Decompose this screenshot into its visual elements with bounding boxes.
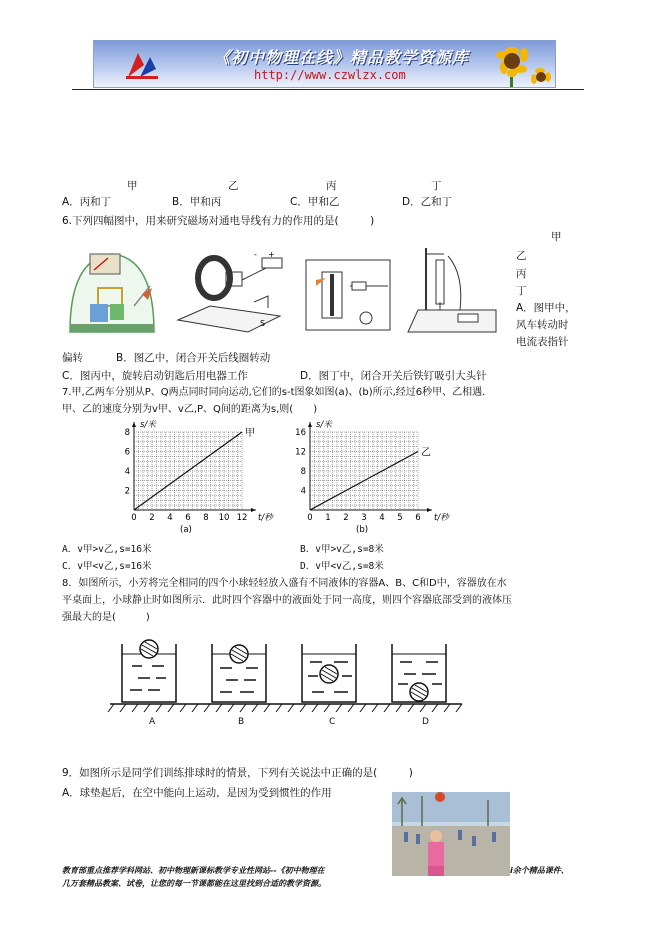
q6-stem: 6.下列四幅图中，用来研究磁场对通电导线有力的作用的是( ) (62, 215, 375, 227)
y-tick-label: 8 (124, 428, 130, 438)
svg-text:-: - (254, 250, 257, 259)
q8-stem-line3: 强最大的是( ) (62, 612, 150, 623)
x-tick-label: 6 (415, 513, 421, 523)
header-divider (72, 89, 584, 90)
q6-option-c[interactable]: C．图丙中，旋转启动钥匙后用电器工作 (62, 370, 248, 382)
q7-chart-b (288, 418, 449, 535)
q6-option-d[interactable]: D．图丁中，闭合开关后铁钉吸引大头针 (300, 370, 487, 382)
y-tick-label: 16 (295, 428, 306, 438)
q7-stem-line1: 7.甲,乙两车分别从P、Q两点同时同向运动,它们的s-t图象如图(a)、(b)所示,经过6秒甲、乙相遇. (62, 387, 486, 398)
q6-option-a-line3[interactable]: 电流表指针 (516, 336, 569, 348)
footer-line2: 几万套精品教案、试卷，让您的每一节课都能在这里找到合适的教学资源。 (62, 879, 326, 888)
x-axis-label: t/秒 (434, 513, 449, 523)
q7-chart-a (112, 418, 273, 535)
sunflower-icon (490, 41, 554, 87)
x-tick-label: 0 (131, 513, 137, 523)
q5-figure-label-jia: 甲 (127, 180, 138, 192)
y-tick-label: 8 (300, 467, 306, 477)
q8-stem-line2: 平桌面上，小球静止时如图所示．此时四个容器中的液面处于同一高度，则四个容器底部受到的液体压 (62, 595, 512, 606)
x-tick-label: 8 (203, 513, 209, 523)
x-axis-label: t/秒 (258, 513, 273, 523)
banner-title: 《初中物理在线》精品教学资源库 (214, 48, 470, 67)
q6-figure-ding (404, 244, 500, 336)
x-tick-label: 3 (361, 513, 367, 523)
series-label: 甲 (245, 428, 255, 439)
q9-option-a[interactable]: A．球垫起后，在空中能向上运动，是因为受到惯性的作用 (62, 787, 332, 799)
svg-text:S: S (260, 319, 266, 328)
q6-side-label-yi: 乙 (516, 250, 527, 262)
q6-option-a-tail[interactable]: 偏转 (62, 352, 83, 364)
x-tick-label: 0 (307, 513, 313, 523)
x-axis-arrow (251, 508, 256, 512)
q7-option-a[interactable]: A．v甲>v乙,s=16米 (62, 544, 152, 555)
q6-figure-bing (296, 246, 400, 338)
q6-side-label-jia: 甲 (551, 231, 562, 243)
x-tick-label: 5 (397, 513, 403, 523)
q5-figure-label-ding: 丁 (431, 180, 442, 192)
x-tick-label: 6 (185, 513, 191, 523)
q9-volleyball-photo (392, 792, 510, 876)
q5-option-c[interactable]: C．甲和乙 (290, 196, 340, 208)
chart-title: (a) (180, 525, 192, 535)
q6-side-label-ding: 丁 (516, 285, 527, 297)
x-tick-label: 12 (236, 513, 248, 523)
q8-stem-line1: 8．如图所示，小芳将完全相同的四个小球轻轻放入盛有不同液体的容器A、B、C和D中，容器放在水 (62, 578, 507, 589)
q7-stem-line2: 甲、乙的速度分别为v甲、v乙,P、Q间的距离为s,则( ) (62, 404, 318, 415)
q8-label-a: A (149, 717, 156, 727)
x-axis-arrow (427, 508, 432, 512)
y-tick-label: 6 (124, 447, 130, 458)
q8-label-b: B (238, 717, 245, 727)
q6-figure-jia (64, 246, 160, 336)
q6-figure-yi (170, 246, 292, 336)
svg-text:+: + (268, 250, 275, 259)
footer-line1-right: i余个精品课件、 (510, 866, 569, 875)
x-tick-label: 2 (149, 513, 155, 523)
x-tick-label: 2 (343, 513, 349, 523)
header-banner (93, 40, 556, 88)
y-tick-label: 4 (300, 486, 306, 497)
q8-containers-figure (108, 636, 464, 726)
q5-figure-label-yi: 乙 (228, 180, 239, 192)
q5-option-b[interactable]: B．甲和丙 (172, 196, 222, 208)
q7-option-d[interactable]: D．v甲<v乙,s=8米 (300, 561, 384, 572)
y-axis-label: s/米 (316, 420, 332, 430)
volleyball-icon (435, 792, 445, 802)
q8-label-d: D (422, 717, 429, 727)
footer-line1-left: 教育部重点推荐学科网站、初中物理新课标教学专业性网站--《初中物理在 (62, 866, 325, 875)
y-tick-label: 4 (124, 467, 130, 477)
ammeter-icon (90, 254, 120, 274)
x-tick-label: 10 (218, 513, 230, 523)
q5-option-a[interactable]: A．丙和丁 (62, 196, 112, 208)
q9-stem: 9．如图所示是同学们训练排球时的情景，下列有关说法中正确的是( ) (62, 767, 413, 779)
y-tick-label: 2 (124, 486, 130, 497)
x-tick-label: 4 (379, 513, 385, 523)
x-tick-label: 4 (167, 513, 173, 523)
q5-option-d[interactable]: D．乙和丁 (402, 196, 453, 208)
y-axis-arrow (308, 422, 312, 427)
q7-option-c[interactable]: C．v甲<v乙,s=16米 (62, 561, 152, 572)
q8-label-c: C (329, 717, 336, 727)
q6-option-a-line2[interactable]: 风车转动时 (516, 319, 569, 331)
y-axis-label: s/米 (140, 420, 156, 430)
q6-option-a-line1[interactable]: A．图甲中， (516, 302, 576, 314)
q6-side-label-bing: 丙 (516, 268, 527, 280)
banner-url[interactable]: http://www.czwlzx.com (254, 68, 406, 82)
site-logo-icon (122, 47, 162, 81)
q7-option-b[interactable]: B．v甲>v乙,s=8米 (300, 544, 384, 555)
x-tick-label: 1 (325, 513, 331, 523)
y-axis-arrow (132, 422, 136, 427)
chart-title: (b) (356, 525, 369, 535)
series-label: 乙 (421, 447, 431, 459)
y-tick-label: 12 (295, 447, 306, 458)
q6-option-b[interactable]: B．图乙中，闭合开关后线圈转动 (116, 352, 271, 364)
q5-figure-label-bing: 丙 (326, 180, 337, 192)
